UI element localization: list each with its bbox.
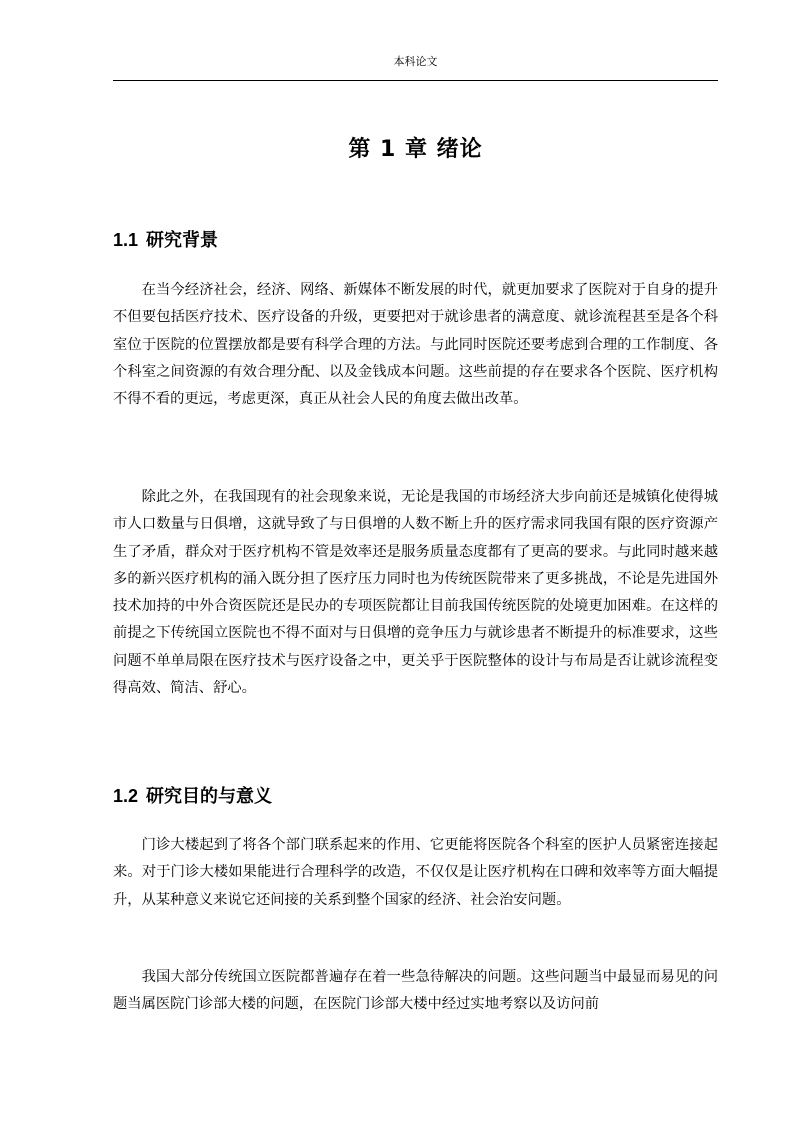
paragraph: 除此之外，在我国现有的社会现象来说，无论是我国的市场经济大步向前还是城镇化使得城市人口数量与日俱增，这就导致了与日俱增的人数不断上升的医疗需求同我国有限的医疗资源产生了矛盾，群众对于医疗机构不管是效率还是服务质量态度都有了更高的要求。与此同时越来越多的新兴医疗机构的涌入既分担了医疗压力同时也为传统医院带来了更多挑战，不论是先进国外技术加持的中外合资医院还是民办的专项医院都让目前我国传统医院的处境更加困难。在这样的前提之下传统国立医院也不得不面对与日俱增的竞争压力与就诊患者不断提升的标准要求，这些问题不单单局限在医疗技术与医疗设备之中，更关乎于医院整体的设计与布局是否让就诊流程变得高效、简洁、舒心。 xyxy=(113,489,718,697)
section-heading-1-2 xyxy=(113,782,718,811)
section-number: 1.2 xyxy=(113,786,139,806)
section-number: 1.1 xyxy=(113,230,139,250)
section-heading-1-1 xyxy=(113,226,718,255)
running-header: 本科论文 xyxy=(393,55,438,68)
chapter-title: 第 1 章 绪论 xyxy=(348,137,483,162)
paragraph: 门诊大楼起到了将各个部门联系起来的作用、它更能将医院各个科室的医护人员紧密连接起来。对于门诊大楼如果能进行合理科学的改造，不仅仅是让医疗机构在口碑和效率等方面大幅提升，从某种意义来说它还间接的关系到整个国家的经济、社会治安问题。 xyxy=(113,837,718,908)
paragraph: 在当今经济社会，经济、网络、新媒体不断发展的时代，就更加要求了医院对于自身的提升不但要包括医疗技术、医疗设备的升级，更要把对于就诊患者的满意度、就诊流程甚至是各个科室位于医院的位置摆放都是要有科学合理的方法。与此同时医院还要考虑到合理的工作制度、各个科室之间资源的有效合理分配、以及金钱成本问题。这些前提的存在要求各个医院、医疗机构不得不看的更远，考虑更深，真正从社会人民的角度去做出改革。 xyxy=(113,282,718,408)
section-title: 研究目的与意义 xyxy=(146,786,273,807)
paragraph: 我国大部分传统国立医院都普遍存在着一些急待解决的问题。这些问题当中最显而易见的问题当属医院门诊部大楼的问题，在医院门诊部大楼中经过实地考察以及访问前 xyxy=(113,969,718,1013)
section-title: 研究背景 xyxy=(146,230,219,251)
header-rule xyxy=(113,80,718,81)
